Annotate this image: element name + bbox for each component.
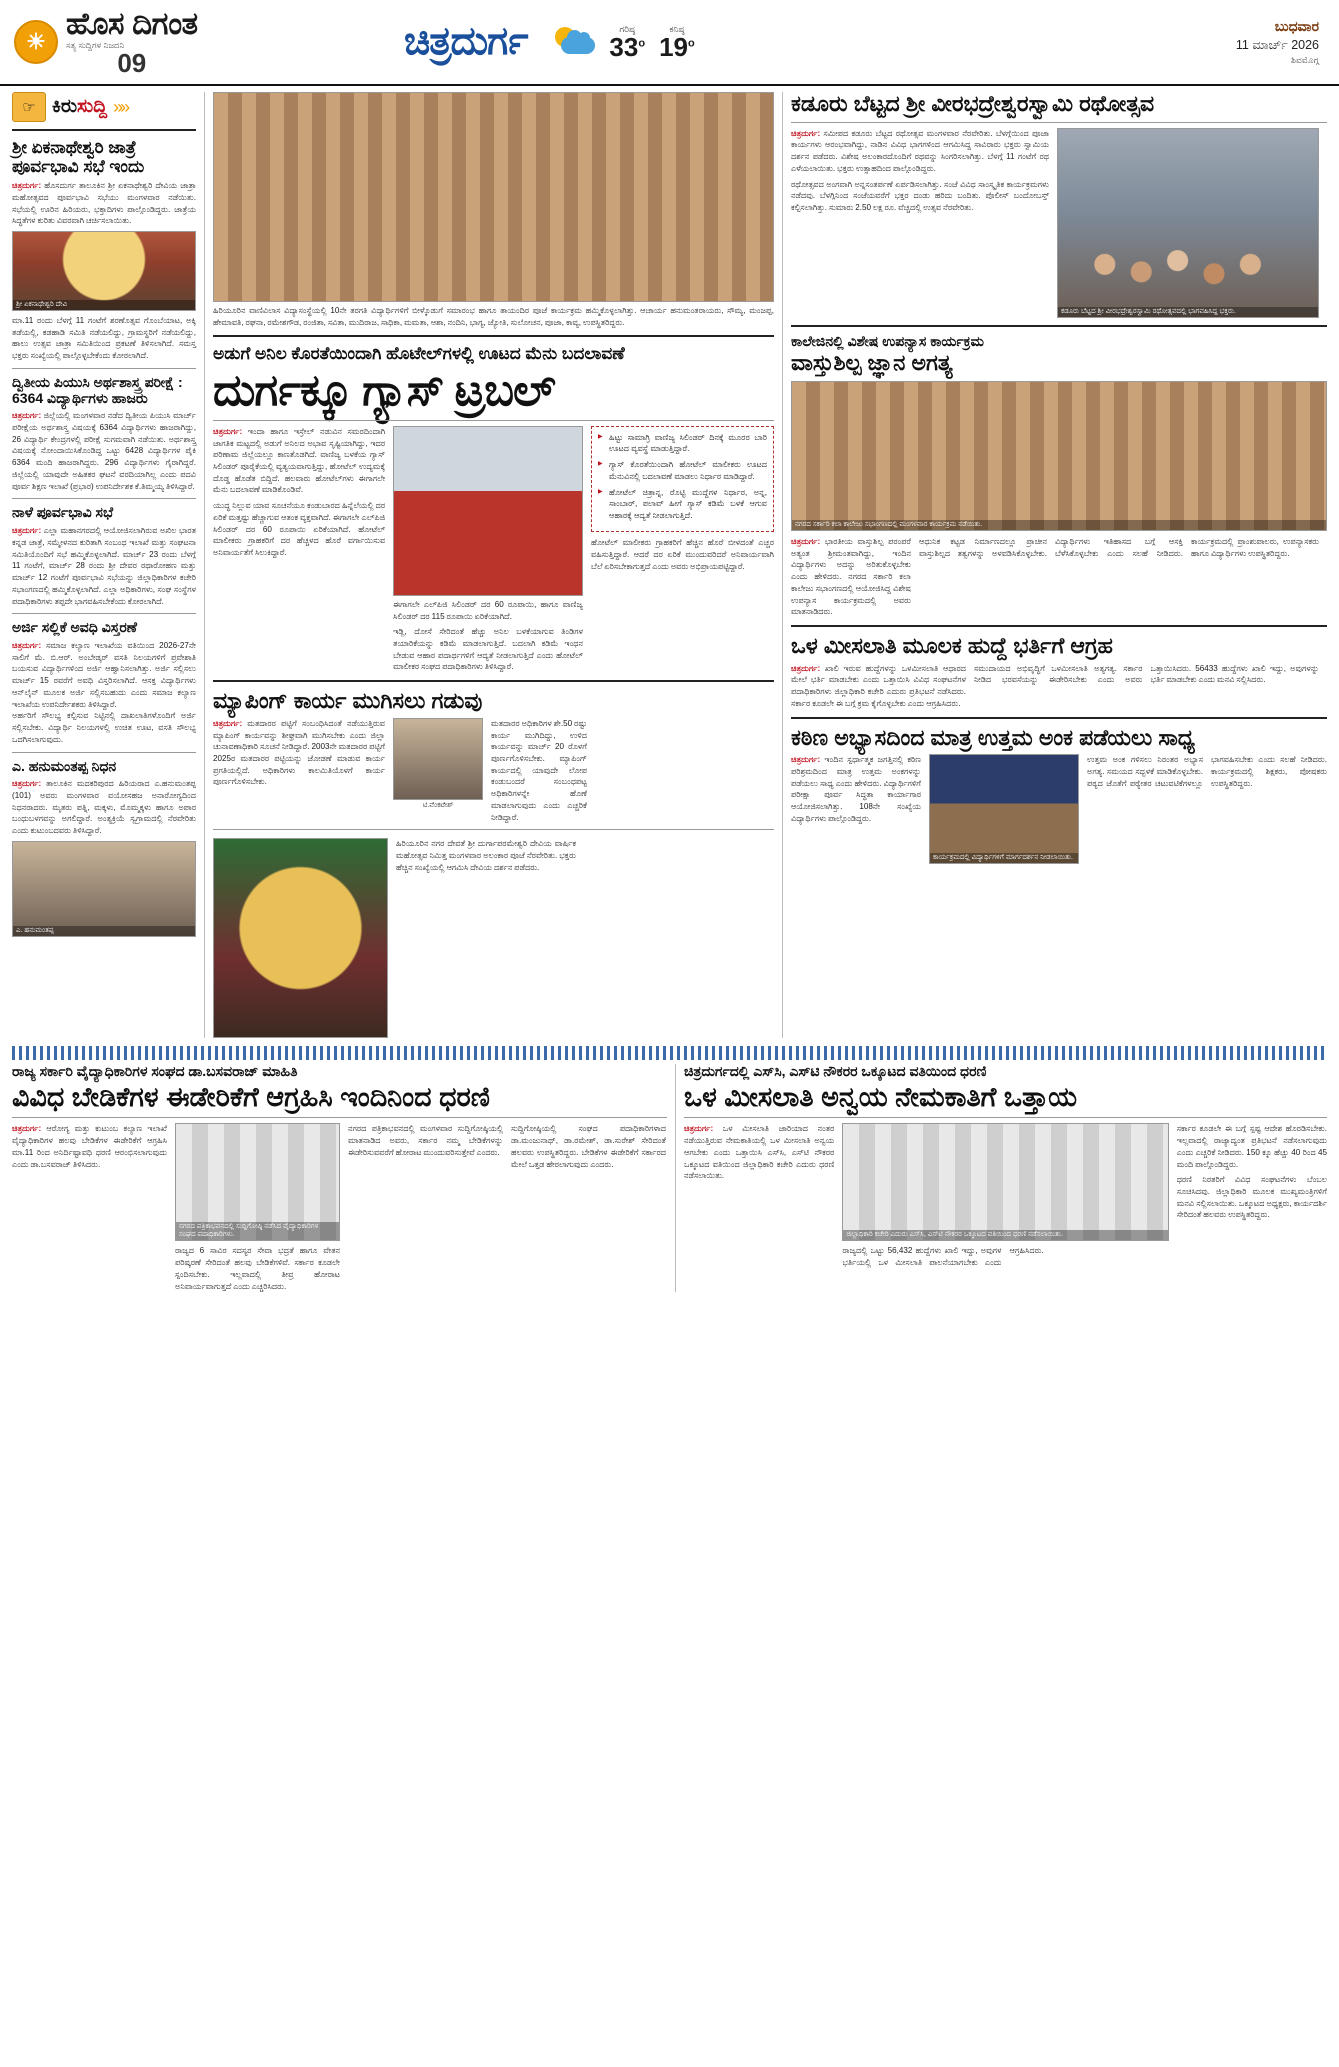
vastu-photo-caption: ನಗರದ ಸರ್ಕಾರಿ ಕಲಾ ಕಾಲೇಜು ಸಭಾಂಗಣದಲ್ಲಿ ಮಂಗಳವಾರ ಕಾರ್ಯಕ್ರಮ ನಡೆಯಿತು. xyxy=(792,520,1326,530)
mapping-text2: ಮತದಾರರ ಅಧಿಕಾರಿಗಳ ಶೇ.50 ರಷ್ಟು ಕಾರ್ಯ ಮುಗಿದಿದ್ದು, ಉಳಿದ ಕಾರ್ಯವನ್ನು ಮಾರ್ಚ್ 20 ರೊಳಗೆ ಪೂರ್ಣಗೊಳಿಸಬೇಕು. ಮ್ಯಾಪಿಂಗ್ ಕಾರ್ಯದಲ್ಲಿ ಯಾವುದೇ ಲೋಪ ಕಂಡುಬಂದರೆ ಸಂಬಂಧಪಟ್ಟ ಅಧಿಕಾರಿಗಳನ್ನೇ ಹೊಣೆ ಮಾಡಲಾಗುವುದು ಎಂದು ಎಚ್ಚರಿಕೆ ನೀಡಿದ್ದಾರೆ. xyxy=(491,718,587,822)
bottom-right xyxy=(675,1064,1327,1292)
story2-body xyxy=(12,410,196,492)
reservation-text2: ಸಮುದಾಯದ ಅಭಿವೃದ್ಧಿಗೆ ಒಳಮೀಸಲಾತಿ ಅತ್ಯಗತ್ಯ. ಸರ್ಕಾರ ನೀಡಿದ ಭರವಸೆಯನ್ನು ಈಡೇರಿಸಬೇಕು ಎಂದು ಅವರು ಒತ್ತಾಯಿಸಿದರು. 56433 ಹುದ್ದೆಗಳು ಖಾಲಿ ಇದ್ದು, ಅವುಗಳನ್ನು ಭರ್ತಿ ಮಾಡಬೇಕು ಎಂದು ಮನವಿ ಸಲ್ಲಿಸಿದರು. xyxy=(974,663,1319,685)
arrows-icon: »» xyxy=(113,96,128,117)
vastu-dateline: ಚಿತ್ರದುರ್ಗ: xyxy=(791,536,821,546)
page-number: 09 xyxy=(117,47,147,78)
lead-bullet-3: ▶ ಹೋಟೆಲ್ ಚಿತ್ರಾನ್ನ, ರೊಟ್ಟಿ ಮುದ್ದೆಗಳ ನಿರ್ಧಾರ, ಅನ್ನ, ಸಾಂಬಾರ್, ಪಲಾವ್ ಹೀಗೆ ಗ್ಯಾಸ್ ಕಡಿಮೆ ಬಳಕೆ ಆಗುವ ಆಹಾರಕ್ಕೆ ಆದ್ಯತೆ ನೀಡಲಾಗುತ್ತಿದೆ. xyxy=(598,487,767,521)
bottom-right-text4: ಧರಣಿ ನಿರತರಿಗೆ ವಿವಿಧ ಸಂಘಟನೆಗಳು ಬೆಂಬಲ ಸೂಚಿಸಿದವು. ಜಿಲ್ಲಾಧಿಕಾರಿ ಮೂಲಕ ಮುಖ್ಯಮಂತ್ರಿಗಳಿಗೆ ಮನವಿ ಸಲ್ಲಿಸಲಾಯಿತು. ಒಕ್ಕೂಟದ ಅಧ್ಯಕ್ಷರು, ಕಾರ್ಯದರ್ಶಿ ಸೇರಿದಂತೆ ಹಲವರು ಉಪಸ್ಥಿತರಿದ್ದರು. xyxy=(1176,1175,1328,1220)
section-separator xyxy=(12,1046,1327,1060)
column-right xyxy=(782,92,1327,1038)
bottom-left-dateline: ಚಿತ್ರದುರ್ಗ: xyxy=(12,1124,42,1134)
story4-dateline: ಚಿತ್ರದುರ್ಗ: xyxy=(12,640,42,650)
goddess-idol-caption: ಹಿರಿಯೂರಿನ ನಗರ ದೇವತೆ ಶ್ರೀ ದುರ್ಗಾಪರಮೇಶ್ವರಿ ದೇವಿಯ ವಾರ್ಷಿಕ ಮಹೋತ್ಸವ ನಿಮಿತ್ತ ಮಂಗಳವಾರ ಅಲಂಕಾರ ಪೂಜೆ ನೆರವೇರಿತು. ಭಕ್ತರು ಹೆಚ್ಚಿನ ಸಂಖ್ಯೆಯಲ್ಲಿ ಆಗಮಿಸಿ ದೇವಿಯ ದರ್ಶನ ಪಡೆದರು. xyxy=(396,839,576,872)
mapping-portrait xyxy=(393,718,483,800)
goddess-idol-photo xyxy=(213,838,388,1038)
story3-headline[interactable]: ನಾಳೆ ಪೂರ್ವಭಾವಿ ಸಭೆ xyxy=(12,504,114,521)
story4-body xyxy=(12,640,196,710)
story5-text: ತಾಲೂಕಿನ ಮದಕರಿಪುರದ ಹಿರಿಯರಾದ ಎ.ಹನುಮಂತಪ್ಪ (101) ಅವರು ಮಂಗಳವಾರ ವಯೋಸಹಜ ಅನಾರೋಗ್ಯದಿಂದ ನಿಧನರಾದರು. ಮೃತರು ಪತ್ನಿ, ಮಕ್ಕಳು, ಮೊಮ್ಮಕ್ಕಳು ಹಾಗೂ ಅಪಾರ ಬಂಧುಬಳಗವನ್ನು ಅಗಲಿದ್ದಾರೆ. ಅಂತ್ಯಕ್ರಿಯೆ ಸ್ವಗ್ರಾಮದಲ್ಲಿ ನೆರವೇರಿತು ಎಂದು ಕುಟುಂಬದವರು ತಿಳಿಸಿದ್ದಾರೆ. xyxy=(12,779,196,836)
story1-photo xyxy=(12,231,196,311)
bottom-left-kicker: ರಾಜ್ಯ ಸರ್ಕಾರಿ ವೈದ್ಯಾಧಿಕಾರಿಗಳ ಸಂಘದ ಡಾ.ಬಸವರಾಜ್ ಮಾಹಿತಿ xyxy=(12,1063,298,1080)
bottom-left-text4: ಸುದ್ದಿಗೋಷ್ಠಿಯಲ್ಲಿ ಸಂಘದ ಪದಾಧಿಕಾರಿಗಳಾದ ಡಾ.ಮಂಜುನಾಥ್, ಡಾ.ರಮೇಶ್, ಡಾ.ಸುರೇಶ್ ಸೇರಿದಂತೆ ಹಲವರು ಉಪಸ್ಥಿತರಿದ್ದರು. ಬೇಡಿಕೆಗಳ ಈಡೇರಿಕೆಗೆ ಸರ್ಕಾರದ ಮೇಲೆ ಒತ್ತಡ ಹೇರಲಾಗುವುದು ಎಂದರು. xyxy=(511,1124,666,1169)
reservation-headline[interactable]: ಒಳ ಮೀಸಲಾತಿ ಮೂಲಕ ಹುದ್ದೆ ಭರ್ತಿಗೆ ಆಗ್ರಹ xyxy=(791,633,1113,659)
study-text2: ಉತ್ತಮ ಅಂಕ ಗಳಿಸಲು ನಿರಂತರ ಅಭ್ಯಾಸ ಅಗತ್ಯ. ಸಮಯದ ಸದ್ಬಳಕೆ ಮಾಡಿಕೊಳ್ಳಬೇಕು. ಪಠ್ಯದ ಜೊತೆಗೆ ಪಠ್ಯೇತರ ಚಟುವಟಿಕೆಗಳಲ್ಲೂ ಭಾಗವಹಿಸಬೇಕು ಎಂದು ಸಲಹೆ ನೀಡಿದರು. ಕಾರ್ಯಕ್ರಮದಲ್ಲಿ ಶಿಕ್ಷಕರು, ಪೋಷಕರು ಉಪಸ್ಥಿತರಿದ್ದರು. xyxy=(1087,755,1327,788)
study-body xyxy=(791,754,921,824)
lead-body-1 xyxy=(213,426,385,496)
reservation-dateline: ಚಿತ್ರದುರ್ಗ: xyxy=(791,663,821,673)
lead-text4: ಹೋಟೆಲ್ ಮಾಲೀಕರು ಗ್ರಾಹಕರಿಗೆ ಹೆಚ್ಚಿನ ಹೊರೆ ಬೀಳದಂತೆ ಎಚ್ಚರ ವಹಿಸುತ್ತಿದ್ದಾರೆ. ಆದರೆ ದರ ಏರಿಕೆ ಮುಂದುವರಿದರೆ ಅನಿವಾರ್ಯವಾಗಿ ಬೆಲೆ ಏರಿಸಬೇಕಾಗುತ್ತದೆ ಎಂದು ಅವರು ಅಭಿಪ್ರಾಯಪಟ್ಟಿದ್ದಾರೆ. xyxy=(591,538,774,571)
story5-body xyxy=(12,778,196,837)
reservation-body xyxy=(791,663,966,710)
mapping-portrait-caption: ಟಿ.ವೆಂಕಟೇಶ್ xyxy=(422,801,454,809)
vastu-photo xyxy=(791,381,1327,531)
publication-title: ಹೊಸ ದಿಗಂತ xyxy=(66,6,198,42)
column-center xyxy=(204,92,774,1038)
study-photo xyxy=(929,754,1079,864)
bottom-right-dateline: ಚಿತ್ರದುರ್ಗ: xyxy=(684,1124,714,1134)
ratha-text2: ರಥೋತ್ಸವದ ಅಂಗವಾಗಿ ಅನ್ನಸಂತರ್ಪಣೆ ಏರ್ಪಡಿಸಲಾಗಿತ್ತು. ಸಂಜೆ ವಿವಿಧ ಸಾಂಸ್ಕೃತಿಕ ಕಾರ್ಯಕ್ರಮಗಳು ನಡೆದವು. ಬೆಳಗ್ಗಿನಿಂದ ಸಂಜೆಯವರೆಗೆ ಭಕ್ತರ ದಂಡು ಹರಿದು ಬಂದಿತು. ಪೊಲೀಸ್ ಬಂದೋಬಸ್ತ್ ಕಲ್ಪಿಸಲಾಗಿತ್ತು. ಸುಮಾರು 2.50 ಲಕ್ಷ ರೂ. ವೆಚ್ಚದಲ್ಲಿ ಉತ್ಸವ ನೆರವೇರಿತು. xyxy=(791,179,1049,213)
bottom-right-photo-caption: ಜಿಲ್ಲಾಧಿಕಾರಿ ಕಚೇರಿ ಎದುರು ಎಸ್‌ಸಿ, ಎಸ್‌ಟಿ ನೌಕರರ ಒಕ್ಕೂಟದ ವತಿಯಿಂದ ಧರಣಿ ನಡೆಸಲಾಯಿತು. xyxy=(843,1230,1167,1240)
story1-dateline: ಚಿತ್ರದುರ್ಗ: xyxy=(12,181,42,191)
kiru-badge-red: ಸುದ್ದಿ xyxy=(77,96,108,117)
bottom-left-text2: ನಗರದ ಪತ್ರಿಕಾಭವನದಲ್ಲಿ ಮಂಗಳವಾರ ಸುದ್ದಿಗೋಷ್ಠಿಯಲ್ಲಿ ಮಾತನಾಡಿದ ಅವರು, ಸರ್ಕಾರ ನಮ್ಮ ಬೇಡಿಕೆಗಳನ್ನು ಈಡೇರಿಸುವವರೆಗೆ ಹೋರಾಟ ಮುಂದುವರಿಸುತ್ತೇವೆ ಎಂದರು. xyxy=(348,1124,503,1157)
bottom-zone xyxy=(12,1064,1327,1292)
story5-photo-caption: ಎ. ಹನುಮಂತಪ್ಪ xyxy=(13,926,195,936)
story1-headline[interactable]: ಶ್ರೀ ಏಕನಾಥೇಶ್ವರಿ ಜಾತ್ರೆ ಪೂರ್ವಭಾವಿ ಸಭೆ ಇಂದು xyxy=(12,138,145,177)
bottom-left-headline[interactable]: ವಿವಿಧ ಬೇಡಿಕೆಗಳ ಈಡೇರಿಕೆಗೆ ಆಗ್ರಹಿಸಿ ಇಂದಿನಿಂದ ಧರಣಿ xyxy=(12,1082,490,1113)
story1-body xyxy=(12,180,196,227)
mapping-body xyxy=(213,718,385,788)
school-farewell-caption: ಹಿರಿಯೂರಿನ ವಾಣಿವಿಲಾಸ ವಿದ್ಯಾಸಂಸ್ಥೆಯಲ್ಲಿ 10ನೇ ತರಗತಿ ವಿದ್ಯಾರ್ಥಿಗಳಿಗೆ ಬೀಳ್ಕೊಡುಗೆ ಸಮಾರಂಭ ಹಾಗೂ ತಾಯಂದಿರ ಪೂಜೆ ಕಾರ್ಯಕ್ರಮ ಹಮ್ಮಿಕೊಳ್ಳಲಾಗಿತ್ತು. ಆಚಾರ್ಯ ಹನುಮಂತರಾಯರು, ಸೌಮ್ಯ, ಮಂಜಪ್ಪ, ಹೇಮಾವತಿ, ರಘನಾ, ರಮೇಶಗೌಡ, ರಂಜಿತಾ, ಸವಿತಾ, ಮುದಿರಾಜ, ಸಾಧಿಕಾ, ಮಮತಾ, ಆಶಾ, ನಂದಿನಿ, ಭಾಗ್ಯ, ಜ್ಯೋತಿ, ಸುಲೋಚನ, ಪೂಜಾ, ಕಾವ್ಯ, ಉಪಸ್ಥಿತರಿದ್ದರು. xyxy=(213,306,774,327)
lead-bullet-2: ▶ ಗ್ಯಾಸ್ ಕೊರತೆಯಿಂದಾಗಿ ಹೋಟೆಲ್ ಮಾಲೀಕರು ಊಟದ ಮೆನುವಿನಲ್ಲಿ ಬದಲಾವಣೆ ಮಾಡಲು ನಿರ್ಧಾರ ಮಾಡಿದ್ದಾರೆ. xyxy=(598,459,767,482)
bottom-right-headline[interactable]: ಒಳ ಮೀಸಲಾತಿ ಅನ್ವಯ ನೇಮಕಾತಿಗೆ ಒತ್ತಾಯ xyxy=(684,1082,1078,1113)
vastu-headline[interactable]: ವಾಸ್ತುಶಿಲ್ಪ ಜ್ಞಾನ ಅಗತ್ಯ xyxy=(791,350,953,376)
lead-headline[interactable]: ದುರ್ಗಕ್ಕೂ ಗ್ಯಾಸ್ ಟ್ರಬಲ್ xyxy=(213,365,555,415)
max-temp-value: 33 xyxy=(609,31,639,62)
masthead xyxy=(0,0,1339,86)
bottom-left xyxy=(12,1064,667,1292)
ratha-dateline: ಚಿತ್ರದುರ್ಗ: xyxy=(791,128,821,138)
mapping-dateline: ಚಿತ್ರದುರ್ಗ: xyxy=(213,718,243,728)
story5-photo xyxy=(12,841,196,937)
lead-kicker: ಅಡುಗೆ ಅನಿಲ ಕೊರತೆಯಿಂದಾಗಿ ಹೊಟೇಲ್‌ಗಳಲ್ಲಿ ಊಟದ ಮೆನು ಬದಲಾವಣೆ xyxy=(213,344,625,364)
edition-title: ಚಿತ್ರದುರ್ಗ xyxy=(404,20,528,63)
lead-text1: ಇಂದಾ ಹಾಗೂ ಇಸ್ರೇಲ್ ನಡುವಿನ ಸಮರದಿಂದಾಗಿ ಜಾಗತಿಕ ಮಟ್ಟದಲ್ಲಿ ಅಡುಗೆ ಅನಿಲದ ಅಭಾವ ಸೃಷ್ಟಿಯಾಗಿದ್ದು, ಇದರ ಪರಿಣಾಮ ಜಿಲ್ಲೆಯಲ್ಲೂ ಕಾಣತೊಡಗಿದೆ. ವಾಣಿಜ್ಯ ಬಳಕೆಯ ಗ್ಯಾಸ್ ಸಿಲಿಂಡರ್ ಪೂರೈಕೆಯಲ್ಲಿ ವ್ಯತ್ಯಯವಾಗುತ್ತಿದ್ದು, ಹೋಟೆಲ್ ಉದ್ಯಮಕ್ಕೆ ದೊಡ್ಡ ಹೊಡೆತ ಬಿದ್ದಿದೆ. ಹಲವಾರು ಹೋಟೆಲ್‌ಗಳು ಈಗಾಗಲೇ ಮೆನು ಬದಲಾವಣೆ ಮಾಡಿಕೊಂಡಿವೆ. xyxy=(213,426,386,495)
kiru-suddi-header xyxy=(12,92,196,122)
publication-tagline: ಸತ್ಯ ಸುದ್ದಿಗಳ ನಿಜದನಿ xyxy=(66,40,125,51)
bottom-right-photo xyxy=(842,1123,1168,1241)
bottom-left-body xyxy=(12,1123,167,1170)
story5-headline[interactable]: ಎ. ಹನುಮಂತಪ್ಪ ನಿಧನ xyxy=(12,757,117,774)
mapping-headline[interactable]: ಮ್ಯಾಪಿಂಗ್ ಕಾರ್ಯ ಮುಗಿಸಲು ಗಡುವು xyxy=(213,688,483,714)
weekday: ಬುಧವಾರ xyxy=(1274,18,1319,34)
lead-text3: ಇಡ್ಲಿ, ದೋಸೆ ಸೇರಿದಂತೆ ಹೆಚ್ಚು ಅನಿಲ ಬಳಕೆಯಾಗುವ ತಿಂಡಿಗಳ ತಯಾರಿಕೆಯನ್ನು ಕಡಿಮೆ ಮಾಡಲಾಗುತ್ತಿದೆ. ಬದಲಾಗಿ ಕಡಿಮೆ ಇಂಧನ ಬೇಡುವ ಆಹಾರ ಪದಾರ್ಥಗಳಿಗೆ ಆದ್ಯತೆ ನೀಡಲಾಗುತ್ತಿದೆ ಎಂದು ಹೋಟೆಲ್ ಮಾಲೀಕರ ಸಂಘದ ಪದಾಧಿಕಾರಿಗಳು ತಿಳಿಸಿದ್ದಾರೆ. xyxy=(393,627,584,672)
study-dateline: ಚಿತ್ರದುರ್ಗ: xyxy=(791,755,821,765)
min-temp-value: 19 xyxy=(659,31,688,62)
sun-icon: ☀ xyxy=(14,20,58,64)
vastu-body xyxy=(791,536,911,618)
lead-text2: ಯುದ್ಧ ನಿಲ್ಲುವ ಯಾವ ಸೂಚನೆಯೂ ಕಂಡುಬಾರದ ಹಿನ್ನೆಲೆಯಲ್ಲಿ ದರ ಏರಿಕೆ ಮತ್ತಷ್ಟು ಹೆಚ್ಚಾಗುವ ಆತಂಕ ವ್ಯಕ್ತವಾಗಿದೆ. ಈಗಾಗಲೇ ಎಲ್‌ಪಿಜಿ ಸಿಲಿಂಡರ್ ದರ 60 ರೂಪಾಯಿ ಏರಿಕೆಯಾಗಿದೆ. ಹೋಟೆಲ್ ಮಾಲೀಕರು ಗ್ರಾಹಕರಿಗೆ ದರ ಹೆಚ್ಚಳದ ಹೊರೆ ವರ್ಗಾಯಿಸುವ ಅನಿವಾರ್ಯತೆಗೆ ಸಿಲುಕಿದ್ದಾರೆ. xyxy=(213,501,386,558)
school-farewell-photo xyxy=(213,92,774,302)
story2-headline[interactable]: ದ್ವಿತೀಯ ಪಿಯುಸಿ ಅರ್ಥಶಾಸ್ತ್ರ ಪರೀಕ್ಷೆ : 6364 ವಿದ್ಯಾರ್ಥಿಗಳು ಹಾಜರು xyxy=(12,373,183,406)
bottom-right-text2: ರಾಜ್ಯದಲ್ಲಿ ಒಟ್ಟು 56,432 ಹುದ್ದೆಗಳು ಖಾಲಿ ಇದ್ದು, ಅವುಗಳ ಭರ್ತಿಯಲ್ಲಿ ಒಳ ಮೀಸಲಾತಿ ಪಾಲನೆಯಾಗಬೇಕು ಎಂದು ಆಗ್ರಹಿಸಿದರು. xyxy=(842,1246,1044,1268)
story1-text2: ಮಾ.11 ರಂದು ಬೆಳಗ್ಗೆ 11 ಗಂಟೆಗೆ ಶರಣೊತ್ಸವ ಗೊಂಬೆಯಾಟ, ಅಕ್ಕಿ ತಡೆಯಲ್ಲಿ, ಕಡಹಾಡಿ ಸಮಿತಿ ನಡೆಯಲಿದ್ದು, ಗ್ರಾಮಸ್ಥರಿಗೆ ನಡೆಯಲಿದ್ದು, ಹಾಲು ಉತ್ಸವ ಜಾತ್ರಾ ಸಮಿತಿಯಿಂದ ಪ್ರಕಟಣೆ ತಿಳಿಸಲಾಗಿದೆ. ಸಮಸ್ತ ಭಕ್ತರು ಸಂಖ್ಯೆಯಲ್ಲಿ ಪಾಲ್ಗೊಳ್ಳಬೇಕೆಂದು ಕೋರಲಾಗಿದೆ. xyxy=(12,316,196,361)
top-zone xyxy=(12,92,1327,1038)
story4-text2: ಅರ್ಹರಿಗೆ ಸೌಲಭ್ಯ ಕಲ್ಪಿಸುವ ನಿಟ್ಟಿನಲ್ಲಿ ದಾಖಲಾತಿಗಳೊಂದಿಗೆ ಅರ್ಜಿ ಸಲ್ಲಿಸಬೇಕು. ವಿದ್ಯಾರ್ಥಿ ನಿಲಯಗಳಲ್ಲಿ ಉಚಿತ ಊಟ, ವಸತಿ ಸೌಲಭ್ಯ ಒದಗಿಸಲಾಗುವುದು. xyxy=(12,711,196,744)
masthead-logo[interactable] xyxy=(14,8,344,76)
ratha-text: ಸಮೀಪದ ಕಡೂರು ಬೆಟ್ಟದ ರಥೋತ್ಸವ ಮಂಗಳವಾರ ನೆರವೇರಿತು. ಬೆಳಗ್ಗೆಯಿಂದ ಪೂಜಾ ಕಾರ್ಯಗಳು ಆರಂಭವಾಗಿದ್ದು, ನಾಡಿನ ವಿವಿಧ ಭಾಗಗಳಿಂದ ಆಗಮಿಸಿದ್ದ ಸಾವಿರಾರು ಭಕ್ತರು ಸ್ವಾಮಿಯ ದರ್ಶನ ಪಡೆದರು. ವಿಶೇಷ ಅಲಂಕಾರದೊಂದಿಗೆ ರಥವನ್ನು ಸಿಂಗರಿಸಲಾಗಿತ್ತು. ಬೆಳಗ್ಗೆ 11 ಗಂಟೆಗೆ ರಥ ಎಳೆಯಲಾಯಿತು. ಭಕ್ತರು ಉತ್ಸಾಹದಿಂದ ಪಾಲ್ಗೊಂಡಿದ್ದರು. xyxy=(791,128,1049,173)
ratha-headline[interactable]: ಕಡೂರು ಬೆಟ್ಟದ ಶ್ರೀ ವೀರಭದ್ರೇಶ್ವರಸ್ವಾಮಿ ರಥೋತ್ಸವ xyxy=(791,91,1155,116)
reservation-text: ಖಾಲಿ ಇರುವ ಹುದ್ದೆಗಳನ್ನು ಒಳಮೀಸಲಾತಿ ಆಧಾರದ ಮೇಲೆ ಭರ್ತಿ ಮಾಡಬೇಕು ಎಂದು ಒತ್ತಾಯಿಸಿ ವಿವಿಧ ಸಂಘಟನೆಗಳ ಪದಾಧಿಕಾರಿಗಳು ಜಿಲ್ಲಾಧಿಕಾರಿ ಕಚೇರಿ ಎದುರು ಪ್ರತಿಭಟನೆ ನಡೆಸಿದರು. ಸರ್ಕಾರ ಕೂಡಲೇ ಈ ಬಗ್ಗೆ ಕ್ರಮ ಕೈಗೊಳ್ಳಬೇಕು ಎಂದು ಆಗ್ರಹಿಸಿದರು. xyxy=(791,663,966,708)
lead-bullet-1: ▶ ಹಿಟ್ಟು ಸಾಮಾಗ್ರಿ ವಾಣಿಜ್ಯ ಸಿಲಿಂಡರ್ ದಿನಕ್ಕೆ ಮೂರರ ಬಾರಿ ಊಟದ ವ್ಯವಸ್ಥೆ ಮಾಡುತ್ತಿದ್ದಾರೆ. xyxy=(598,432,767,455)
study-photo-caption: ಕಾರ್ಯಕ್ರಮದಲ್ಲಿ ವಿದ್ಯಾರ್ಥಿಗಳಿಗೆ ಮಾರ್ಗದರ್ಶನ ನೀಡಲಾಯಿತು. xyxy=(930,853,1078,863)
weather-widget xyxy=(553,25,694,60)
vastu-text: ಭಾರತೀಯ ವಾಸ್ತುಶಿಲ್ಪ ಪರಂಪರೆ ಅತ್ಯಂತ ಶ್ರೀಮಂತವಾಗಿದ್ದು, ಇಂದಿನ ವಿದ್ಯಾರ್ಥಿಗಳು ಅದನ್ನು ಅರಿತುಕೊಳ್ಳಬೇಕು ಎಂದು ಹೇಳಿದರು. ನಗರದ ಸರ್ಕಾರಿ ಕಲಾ ಕಾಲೇಜು ಸಭಾಂಗಣದಲ್ಲಿ ಆಯೋಜಿಸಿದ್ದ ವಿಶೇಷ ಉಪನ್ಯಾಸ ಕಾರ್ಯಕ್ರಮದಲ್ಲಿ ಅವರು ಮಾತನಾಡಿದರು. xyxy=(791,536,911,617)
story1-text: ಹೊಸದುರ್ಗ ತಾಲೂಕಿನ ಶ್ರೀ ಏಕನಾಥೇಶ್ವರಿ ದೇವಿಯ ಜಾತ್ರಾ ಮಹೋತ್ಸವದ ಪೂರ್ವಭಾವಿ ಸಭೆಯು ಮಂಗಳವಾರ ನಡೆಯಿತು. ಸಭೆಯಲ್ಲಿ ಊರಿನ ಹಿರಿಯರು, ಭಕ್ತಾದಿಗಳು ಪಾಲ್ಗೊಂಡಿದ್ದರು. ಜಾತ್ರೆಯ ಸಿದ್ಧತೆಗಳ ಕುರಿತು ವಿವರವಾಗಿ ಚರ್ಚಿಸಲಾಯಿತು. xyxy=(12,181,197,226)
lead-dateline: ಚಿತ್ರದುರ್ಗ: xyxy=(213,426,243,436)
sun-cloud-icon xyxy=(553,25,599,59)
bottom-left-photo-caption: ನಗರದ ಪತ್ರಿಕಾಭವನದಲ್ಲಿ ಸುದ್ದಿಗೋಷ್ಠಿ ನಡೆಸಿದ ವೈದ್ಯಾಧಿಕಾರಿಗಳ ಸಂಘದ ಪದಾಧಿಕಾರಿಗಳು. xyxy=(176,1222,339,1240)
mapping-text: ಮತದಾರರ ಪಟ್ಟಿಗೆ ಸಂಬಂಧಿಸಿದಂತೆ ನಡೆಯುತ್ತಿರುವ ಮ್ಯಾಪಿಂಗ್ ಕಾರ್ಯವನ್ನು ಶೀಘ್ರವಾಗಿ ಮುಗಿಸಬೇಕು ಎಂದು ಜಿಲ್ಲಾ ಚುನಾವಣಾಧಿಕಾರಿ ಸೂಚನೆ ನೀಡಿದ್ದಾರೆ. 2003ನೇ ಮತದಾರರ ಪಟ್ಟಿಗೆ 2025ರ ಮತದಾರರ ಪಟ್ಟಿಯನ್ನು ಜೋಡಣೆ ಮಾಡುವ ಕಾರ್ಯ ಪ್ರಗತಿಯಲ್ಲಿದೆ. ಅಧಿಕಾರಿಗಳು ಕಾಲಮಿತಿಯೊಳಗೆ ಕಾರ್ಯ ಪೂರ್ಣಗೊಳಿಸಬೇಕು. xyxy=(213,718,385,787)
story1-photo-caption: ಶ್ರೀ ಏಕನಾಥೇಶ್ವರಿ ದೇವಿ xyxy=(13,300,195,310)
bottom-right-text3: ಸರ್ಕಾರ ಕೂಡಲೇ ಈ ಬಗ್ಗೆ ಸ್ಪಷ್ಟ ಆದೇಶ ಹೊರಡಿಸಬೇಕು. ಇಲ್ಲವಾದಲ್ಲಿ ರಾಜ್ಯಾದ್ಯಂತ ಪ್ರತಿಭಟನೆ ನಡೆಸಲಾಗುವುದು ಎಂದು ಎಚ್ಚರಿಕೆ ನೀಡಿದರು. 150 ಕ್ಕೂ ಹೆಚ್ಚು 40 ರಿಂದ 45 ಮಂದಿ ಪಾಲ್ಗೊಂಡಿದ್ದರು. xyxy=(1176,1124,1328,1169)
hand-pointing-icon: ☞ xyxy=(12,92,46,122)
story3-body xyxy=(12,525,196,607)
kiru-badge: ಕಿರು xyxy=(52,96,77,117)
max-temp-label: ಗರಿಷ್ಠ xyxy=(619,23,636,34)
story2-text: ಜಿಲ್ಲೆಯಲ್ಲಿ ಮಂಗಳವಾರ ನಡೆದ ದ್ವಿತೀಯ ಪಿಯುಸಿ ಮಾರ್ಚ್ ಪರೀಕ್ಷೆಯ ಅರ್ಥಶಾಸ್ತ್ರ ವಿಷಯಕ್ಕೆ 6364 ವಿದ್ಯಾರ್ಥಿಗಳು ಹಾಜರಾಗಿದ್ದು, 26 ವಿದ್ಯಾರ್ಥಿ ಕೇಂದ್ರಗಳಲ್ಲಿ ಪರೀಕ್ಷೆ ಸುಗಮವಾಗಿ ನಡೆಯಿತು. ಅರ್ಥಶಾಸ್ತ್ರ ವಿಷಯಕ್ಕೆ ನೋಂದಾಯಿಸಿಕೊಂಡಿದ್ದ ಒಟ್ಟು 6428 ವಿದ್ಯಾರ್ಥಿಗಳ ಪೈಕಿ 6364 ಮಂದಿ ಹಾಜರಾಗಿದ್ದರು. 296 ವಿದ್ಯಾರ್ಥಿಗಳು ಗೈರಾಗಿದ್ದರೆ. ಜಿಲ್ಲೆಯಲ್ಲಿ ಯಾವುದೇ ಅಹಿತಕರ ಘಟನೆ ವರದಿಯಾಗಿಲ್ಲ ಎಂದು ಪದವಿ ಪೂರ್ವ ಶಿಕ್ಷಣ ಇಲಾಖೆ (ಪ್ರಭಾರ) ಉಪನಿರ್ದೇಶಕ ಕೆ.ತಿಮ್ಮಯ್ಯ ತಿಳಿಸಿದ್ದಾರೆ. xyxy=(12,411,196,491)
vastu-kicker: ಕಾಲೇಜಿನಲ್ಲಿ ವಿಶೇಷ ಉಪನ್ಯಾಸ ಕಾರ್ಯಕ್ರಮ xyxy=(791,332,984,349)
bottom-left-photo xyxy=(175,1123,340,1241)
study-headline[interactable]: ಕಠಿಣ ಅಭ್ಯಾಸದಿಂದ ಮಾತ್ರ ಉತ್ತಮ ಅಂಕ ಪಡೆಯಲು ಸಾಧ್ಯ xyxy=(791,724,1196,750)
column-left xyxy=(12,92,196,1038)
gas-cylinder-photo xyxy=(393,426,583,596)
bottom-right-kicker: ಚಿತ್ರದುರ್ಗದಲ್ಲಿ ಎಸ್‌ಸಿ, ಎಸ್‌ಟಿ ನೌಕರರ ಒಕ್ಕೂಟದ ವತಿಯಿಂದ ಧರಣಿ xyxy=(684,1063,987,1080)
min-temp: ಕನಿಷ್ಠ 19$^o$ xyxy=(659,23,695,62)
story4-text: ಸಮಾಜ ಕಲ್ಯಾಣ ಇಲಾಖೆಯ ವತಿಯಿಂದ 2026-27ನೇ ಸಾಲಿಗೆ ಮೆ. ಬಿ.ಆರ್. ಅಂಬೇಡ್ಕರ್ ವಸತಿ ನಿಲಯಗಳಿಗೆ ಪ್ರವೇಶಾತಿ ಬಯಸುವ ವಿದ್ಯಾರ್ಥಿಗಳಿಂದ ಅರ್ಜಿ ಆಹ್ವಾನಿಸಲಾಗಿತ್ತು. ಅರ್ಜಿ ಸಲ್ಲಿಸಲು ಮಾರ್ಚ್ 15 ರವರೆಗೆ ಅವಧಿ ವಿಸ್ತರಿಸಲಾಗಿದೆ. ಆಸಕ್ತ ವಿದ್ಯಾರ್ಥಿಗಳು ಆನ್‌ಲೈನ್ ಮೂಲಕ ಅರ್ಜಿ ಸಲ್ಲಿಸಬಹುದು ಎಂದು ಸಮಾಜ ಕಲ್ಯಾಣ ಇಲಾಖೆಯ ಉಪನಿರ್ದೇಶಕರು ತಿಳಿಸಿದ್ದಾರೆ. xyxy=(12,640,196,709)
story2-dateline: ಚಿತ್ರದುರ್ಗ: xyxy=(12,411,42,421)
study-text: ಇಂದಿನ ಸ್ಪರ್ಧಾತ್ಮಕ ಜಗತ್ತಿನಲ್ಲಿ ಕಠಿಣ ಪರಿಶ್ರಮದಿಂದ ಮಾತ್ರ ಉತ್ತಮ ಅಂಕಗಳನ್ನು ಪಡೆಯಲು ಸಾಧ್ಯ ಎಂದು ಹೇಳಿದರು. ವಿದ್ಯಾರ್ಥಿಗಳಿಗೆ ಪರೀಕ್ಷಾ ಪೂರ್ವ ಸಿದ್ಧತಾ ಕಾರ್ಯಾಗಾರ ಆಯೋಜಿಸಲಾಗಿತ್ತು. 108ನೇ ಸಂಖ್ಯೆಯ ವಿದ್ಯಾರ್ಥಿಗಳು ಪಾಲ್ಗೊಂಡಿದ್ದರು. xyxy=(791,755,921,823)
lead-bullets-box xyxy=(591,426,774,532)
ratha-body xyxy=(791,128,1049,175)
gas-cylinder-caption: ಈಗಾಗಲೇ ಎಲ್‌ಪಿಜಿ ಸಿಲಿಂಡರ್ ದರ 60 ರೂಪಾಯಿ, ಹಾಗೂ ವಾಣಿಜ್ಯ ಸಿಲಿಂಡರ್ ದರ 115 ರೂಪಾಯಿ ಏರಿಕೆಯಾಗಿದೆ. xyxy=(393,599,584,621)
story3-dateline: ಚಿತ್ರದುರ್ಗ: xyxy=(12,526,42,536)
dateline-block xyxy=(1236,18,1325,66)
ratha-photo-caption: ಕಡೂರು ಬೆಟ್ಟದ ಶ್ರೀ ವೀರಭದ್ರೇಶ್ವರಸ್ವಾಮಿ ರಥೋತ್ಸವದಲ್ಲಿ ಭಾಗವಹಿಸಿದ್ದ ಭಕ್ತರು. xyxy=(1058,307,1318,317)
bottom-right-text1: ಒಳ ಮೀಸಲಾತಿ ಜಾರಿಯಾದ ನಂತರ ನಡೆಯುತ್ತಿರುವ ನೇಮಕಾತಿಯಲ್ಲಿ ಒಳ ಮೀಸಲಾತಿ ಅನ್ವಯ ಆಗಬೇಕು ಎಂದು ಒತ್ತಾಯಿಸಿ ಎಸ್‌ಸಿ, ಎಸ್‌ಟಿ ನೌಕರರ ಒಕ್ಕೂಟದ ವತಿಯಿಂದ ಜಿಲ್ಲಾಧಿಕಾರಿ ಕಚೇರಿ ಎದುರು ಧರಣಿ ನಡೆಸಲಾಯಿತು. xyxy=(684,1124,835,1181)
story3-text: ಎಲ್ಲಾ ಮಹಾನಗರದಲ್ಲಿ ಆಯೋಜಿಸಲಾಗಿರುವ ಅಖಿಲ ಭಾರತ ಕನ್ನಡ ಜಾತ್ರೆ, ಸಮ್ಮೇಳನದ ಕುರಿತಾಗಿ ಸಂಬಂಧ ಇಲಾಖೆ ಮತ್ತು ಸಂಘಟನಾ ಸಮಿತಿಯೊಂದಿಗೆ ಸಭೆ ಹಮ್ಮಿಕೊಳ್ಳಲಾಗಿದೆ. ಮಾರ್ಚ್ 23 ರಂದು ಬೆಳಗ್ಗೆ 11 ಗಂಟೆಗೆ, ಮಾರ್ಚ್ 28 ರಂದು ಶ್ರೀ ದೇವರ ರಥಾರೋಹಣ ಮತ್ತು ಮಾರ್ಚ್ 12 ಗಂಟೆಗೆ ಪೂರ್ವಭಾವಿ ಸಭೆಯನ್ನು ಜಿಲ್ಲಾಧಿಕಾರಿಗಳ ಕಚೇರಿ ಸಭಾಂಗಣದಲ್ಲಿ ಹಮ್ಮಿಕೊಳ್ಳಲಾಗಿದೆ. ಎಲ್ಲಾ ಅಧಿಕಾರಿಗಳು, ಸಂಘ ಸಂಸ್ಥೆಗಳ ಪದಾಧಿಕಾರಿಗಳು ತಪ್ಪದೇ ಭಾಗವಹಿಸಬೇಕೆಂದು ಕೋರಲಾಗಿದೆ. xyxy=(12,526,197,606)
bottom-left-text1: ಆರೋಗ್ಯ ಮತ್ತು ಕುಟುಂಬ ಕಲ್ಯಾಣ ಇಲಾಖೆ ವೈದ್ಯಾಧಿಕಾರಿಗಳ ಹಲವು ಬೇಡಿಕೆಗಳ ಈಡೇರಿಕೆಗೆ ಆಗ್ರಹಿಸಿ ಮಾ.11 ರಿಂದ ಅನಿರ್ದಿಷ್ಟಾವಧಿ ಧರಣಿ ಆರಂಭಿಸಲಾಗುವುದು ಎಂದು ಡಾ.ಬಸವರಾಜ್ ತಿಳಿಸಿದರು. xyxy=(12,1124,167,1169)
place: ಶಿವಮೊಗ್ಗ xyxy=(1291,55,1319,65)
story5-dateline: ಚಿತ್ರದುರ್ಗ: xyxy=(12,779,42,789)
story4-headline[interactable]: ಅರ್ಜಿ ಸಲ್ಲಿಕೆ ಅವಧಿ ವಿಸ್ತರಣೆ xyxy=(12,619,137,636)
vastu-text2: ಆಧುನಿಕ ಕಟ್ಟಡ ನಿರ್ಮಾಣದಲ್ಲೂ ಪ್ರಾಚೀನ ವಾಸ್ತುಶಿಲ್ಪದ ತತ್ವಗಳನ್ನು ಅಳವಡಿಸಿಕೊಳ್ಳಬೇಕು. ವಿದ್ಯಾರ್ಥಿಗಳು ಇತಿಹಾಸದ ಬಗ್ಗೆ ಆಸಕ್ತಿ ಬೆಳೆಸಿಕೊಳ್ಳಬೇಕು ಎಂದು ಸಲಹೆ ನೀಡಿದರು. ಕಾರ್ಯಕ್ರಮದಲ್ಲಿ ಪ್ರಾಂಶುಪಾಲರು, ಉಪನ್ಯಾಸಕರು ಹಾಗೂ ವಿದ್ಯಾರ್ಥಿಗಳು ಉಪಸ್ಥಿತರಿದ್ದರು. xyxy=(919,536,1319,558)
bottom-right-body xyxy=(684,1123,834,1182)
date: 11 ಮಾರ್ಚ್ 2026 xyxy=(1235,38,1319,52)
bottom-left-text3: ರಾಜ್ಯದ 6 ಸಾವಿರ ಸದಸ್ಯರ ಸೇವಾ ಭದ್ರತೆ ಹಾಗೂ ವೇತನ ಪರಿಷ್ಕರಣೆ ಸೇರಿದಂತೆ ಹಲವು ಬೇಡಿಕೆಗಳಿವೆ. ಸರ್ಕಾರ ಕೂಡಲೇ ಸ್ಪಂದಿಸಬೇಕು. ಇಲ್ಲವಾದಲ್ಲಿ ತೀವ್ರ ಹೋರಾಟ ಅನಿವಾರ್ಯವಾಗುತ್ತದೆ ಎಂದು ಎಚ್ಚರಿಸಿದರು. xyxy=(175,1246,340,1291)
ratha-photo xyxy=(1057,128,1319,318)
min-temp-label: ಕನಿಷ್ಠ xyxy=(669,23,685,34)
max-temp: ಗರಿಷ್ಠ 33$^o$ xyxy=(609,23,646,62)
lead-bullets xyxy=(598,432,767,521)
